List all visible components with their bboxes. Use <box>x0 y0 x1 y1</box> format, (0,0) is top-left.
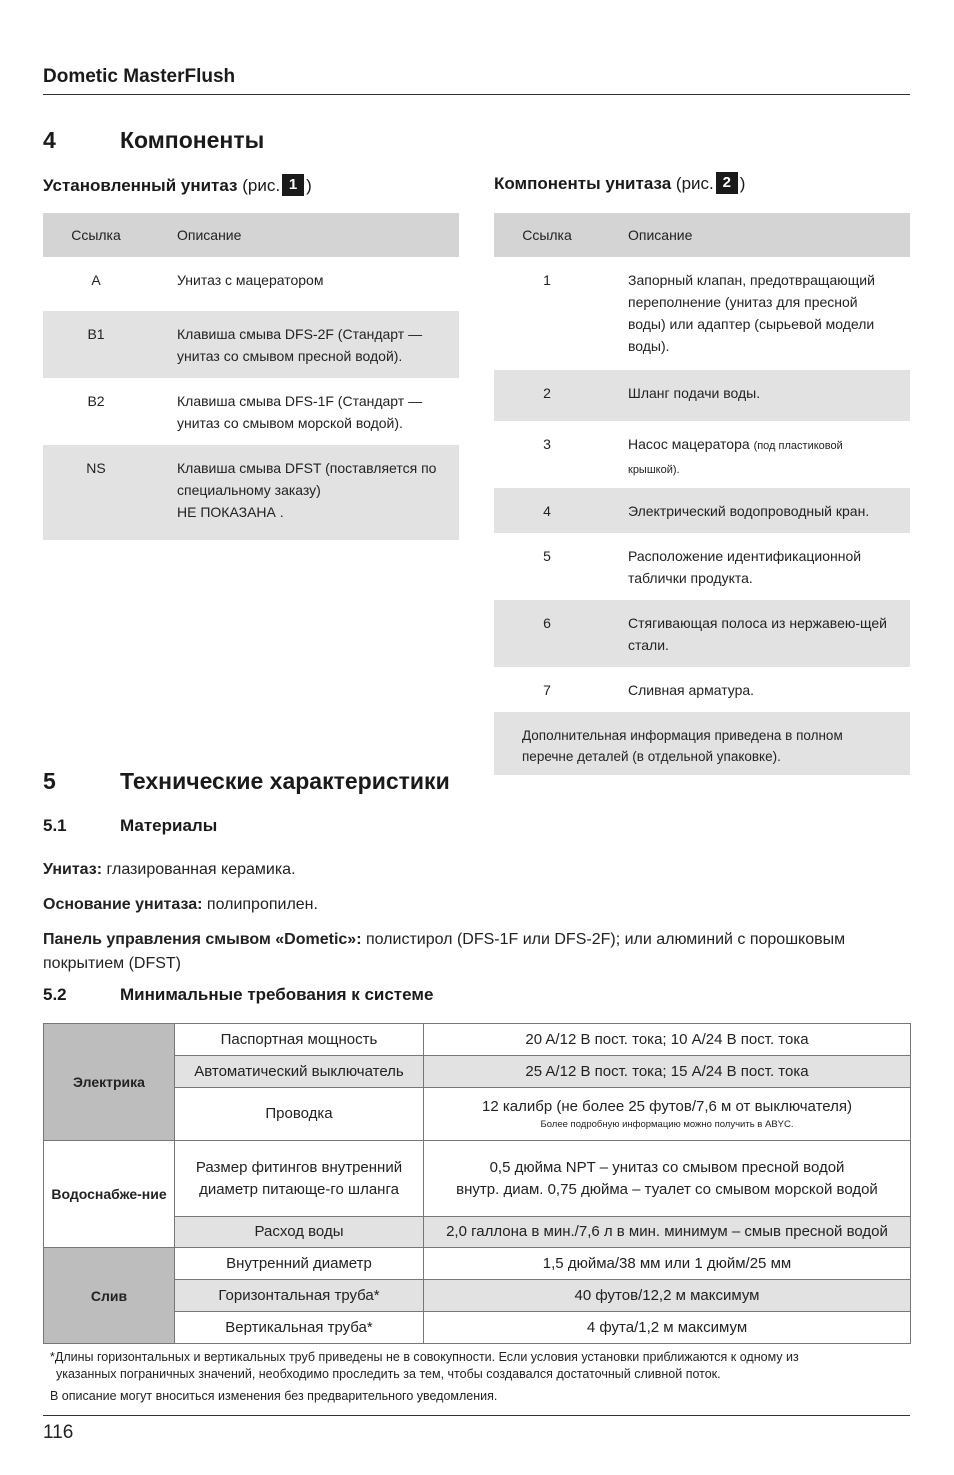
param-cell: Размер фитингов внутренний диаметр питающе-го шланга <box>175 1141 424 1217</box>
installed-toilet-heading <box>43 174 312 196</box>
param-cell: Внутренний диаметр <box>175 1248 424 1280</box>
table-row <box>44 1088 911 1141</box>
param-cell: Вертикальная труба* <box>175 1312 424 1344</box>
param-cell: Проводка <box>175 1088 424 1141</box>
row-ref: 6 <box>543 615 551 631</box>
param-cell: Расход воды <box>175 1217 424 1248</box>
section-5-2-heading <box>43 985 543 1009</box>
system-requirements-table <box>43 1023 911 1344</box>
page-header <box>43 66 910 95</box>
table-row <box>494 533 910 600</box>
table-row <box>43 311 459 378</box>
table-row <box>43 257 459 311</box>
param-cell: Паспортная мощность <box>175 1024 424 1056</box>
value-cell: 1,5 дюйма/38 мм или 1 дюйм/25 мм <box>424 1248 911 1280</box>
section-title: Минимальные требования к системе <box>120 985 434 1004</box>
row-desc <box>600 433 910 488</box>
table-row <box>494 370 910 421</box>
heading-close: ) <box>739 174 746 193</box>
value-note: Более подробную информацию можно получить в ABYC. <box>540 1119 794 1130</box>
value-cell <box>424 1141 911 1217</box>
material-label: Унитаз: <box>43 861 103 878</box>
material-panel <box>43 928 913 976</box>
material-label: Основание унитаза: <box>43 896 203 913</box>
row-desc-line: Клавиша смыва DFST (поставляется по специальному заказу) <box>177 460 437 498</box>
param-cell: Горизонтальная труба* <box>175 1280 424 1312</box>
section-5-1-heading <box>43 816 443 840</box>
col-header-desc: Описание <box>628 227 693 243</box>
value-line: внутр. диам. 0,75 дюйма – туалет со смывом морской водой <box>456 1180 878 1198</box>
row-desc <box>149 457 459 540</box>
table-row <box>494 421 910 488</box>
row-desc: Стягивающая полоса из нержавею-щей стали. <box>628 615 887 653</box>
row-ref: 2 <box>543 385 551 401</box>
toilet-components-heading <box>494 172 745 194</box>
heading-bold: Компоненты унитаза <box>494 174 672 193</box>
value-line: 0,5 дюйма NPT – унитаз со смывом пресной водой <box>489 1158 845 1176</box>
section-title: Компоненты <box>120 127 265 153</box>
table-header-row <box>494 213 910 257</box>
table-note: Дополнительная информация приведена в полном перечне деталей (в отдельной упаковке). <box>494 712 910 775</box>
value-cell: 25 A/12 В пост. тока; 15 A/24 В пост. тока <box>424 1056 911 1088</box>
table-row <box>494 600 910 667</box>
heading-bold: Установленный унитаз <box>43 176 238 195</box>
page-number: 116 <box>43 1422 74 1443</box>
row-ref: NS <box>86 460 106 476</box>
section-number: 5.2 <box>43 985 67 1004</box>
material-value: глазированная керамика. <box>102 861 296 878</box>
row-desc-small: (под пластиковой крышкой). <box>628 440 843 476</box>
table-row <box>44 1056 911 1088</box>
table-row <box>44 1217 911 1248</box>
value-main: 12 калибр (не более 25 футов/7,6 м от выключателя) <box>482 1098 852 1115</box>
value-cell: 20 A/12 В пост. тока; 10 A/24 В пост. тока <box>424 1024 911 1056</box>
material-value: полистирол (DFS-1F или DFS-2F); или алюминий с порошковым покрытием (DFST) <box>43 931 846 972</box>
table-row <box>44 1280 911 1312</box>
row-desc: Сливная арматура. <box>628 682 755 698</box>
material-base <box>43 893 913 917</box>
footnote-line: указанных пограничных значений, необходимо проследить за тем, чтобы создавался достаточный сливной поток. <box>56 1367 721 1381</box>
row-ref: 7 <box>543 682 551 698</box>
footnote-line: *Длины горизонтальных и вертикальных труб приведены не в совокупности. Если условия установки приближаются к одному из <box>50 1350 799 1364</box>
table-row <box>494 667 910 712</box>
row-ref: B2 <box>87 393 105 409</box>
group-water: Водоснабже-ние <box>44 1141 175 1248</box>
section-title: Технические характеристики <box>120 768 450 794</box>
material-label: Панель управления смывом «Dometic»: <box>43 931 362 948</box>
row-desc: Унитаз с мацератором <box>177 272 324 288</box>
table-row <box>44 1248 911 1280</box>
value-cell: 2,0 галлона в мин./7,6 л в мин. минимум – смыв пресной водой <box>424 1217 911 1248</box>
param-cell: Автоматический выключатель <box>175 1056 424 1088</box>
row-desc-main: Насос мацератора <box>628 436 750 452</box>
row-ref: 1 <box>543 272 551 288</box>
row-desc: Клавиша смыва DFS-1F (Стандарт — унитаз со смывом морской водой). <box>177 393 423 431</box>
value-cell: 40 футов/12,2 м максимум <box>424 1280 911 1312</box>
value-cell <box>424 1088 911 1141</box>
toilet-components-table <box>494 213 910 775</box>
row-ref: 5 <box>543 548 551 564</box>
group-drain: Слив <box>44 1248 175 1344</box>
installed-toilet-table <box>43 213 459 540</box>
figure-2-badge: 2 <box>716 172 738 194</box>
brand-title: Dometic MasterFlush <box>43 66 236 87</box>
row-desc: Клавиша смыва DFS-2F (Стандарт — унитаз со смывом пресной водой). <box>177 326 423 364</box>
row-ref: A <box>91 272 101 288</box>
figure-1-badge: 1 <box>282 174 304 196</box>
row-ref: 4 <box>543 503 551 519</box>
table-header-row <box>43 213 459 257</box>
heading-close: ) <box>306 176 312 195</box>
table-row <box>44 1024 911 1056</box>
table-row <box>494 488 910 533</box>
row-desc: Шланг подачи воды. <box>628 385 761 401</box>
col-header-desc: Описание <box>177 227 242 243</box>
footnote-changes: В описание могут вноситься изменения без предварительного уведомления. <box>50 1389 498 1403</box>
section-number: 5 <box>43 768 56 794</box>
section-title: Материалы <box>120 816 218 835</box>
table-row <box>44 1312 911 1344</box>
value-cell: 4 фута/1,2 м максимум <box>424 1312 911 1344</box>
col-header-ref: Ссылка <box>522 227 572 243</box>
row-desc: Электрический водопроводный кран. <box>628 503 870 519</box>
group-electric: Электрика <box>44 1024 175 1141</box>
table-row <box>43 378 459 445</box>
heading-ref: (рис. <box>675 174 714 193</box>
col-header-ref: Ссылка <box>71 227 121 243</box>
section-4-heading <box>43 127 463 157</box>
material-toilet <box>43 858 913 882</box>
table-row <box>43 445 459 540</box>
row-desc-line: НЕ ПОКАЗАНА . <box>177 504 284 520</box>
material-value: полипропилен. <box>202 896 318 913</box>
footnote-pipes <box>50 1349 799 1383</box>
row-desc: Запорный клапан, предотвращающий переполнение (унитаз для пресной воды) или адаптер (сырьевой модели воды). <box>628 272 875 354</box>
row-desc: Расположение идентификационной таблички продукта. <box>628 548 862 586</box>
section-number: 5.1 <box>43 816 67 835</box>
table-row <box>44 1141 911 1217</box>
section-5-heading <box>43 768 493 798</box>
heading-ref: (рис. <box>242 176 281 195</box>
table-row <box>494 257 910 370</box>
footer-divider <box>43 1415 910 1416</box>
section-number: 4 <box>43 127 56 153</box>
row-ref: 3 <box>543 436 551 452</box>
row-ref: B1 <box>87 326 105 342</box>
